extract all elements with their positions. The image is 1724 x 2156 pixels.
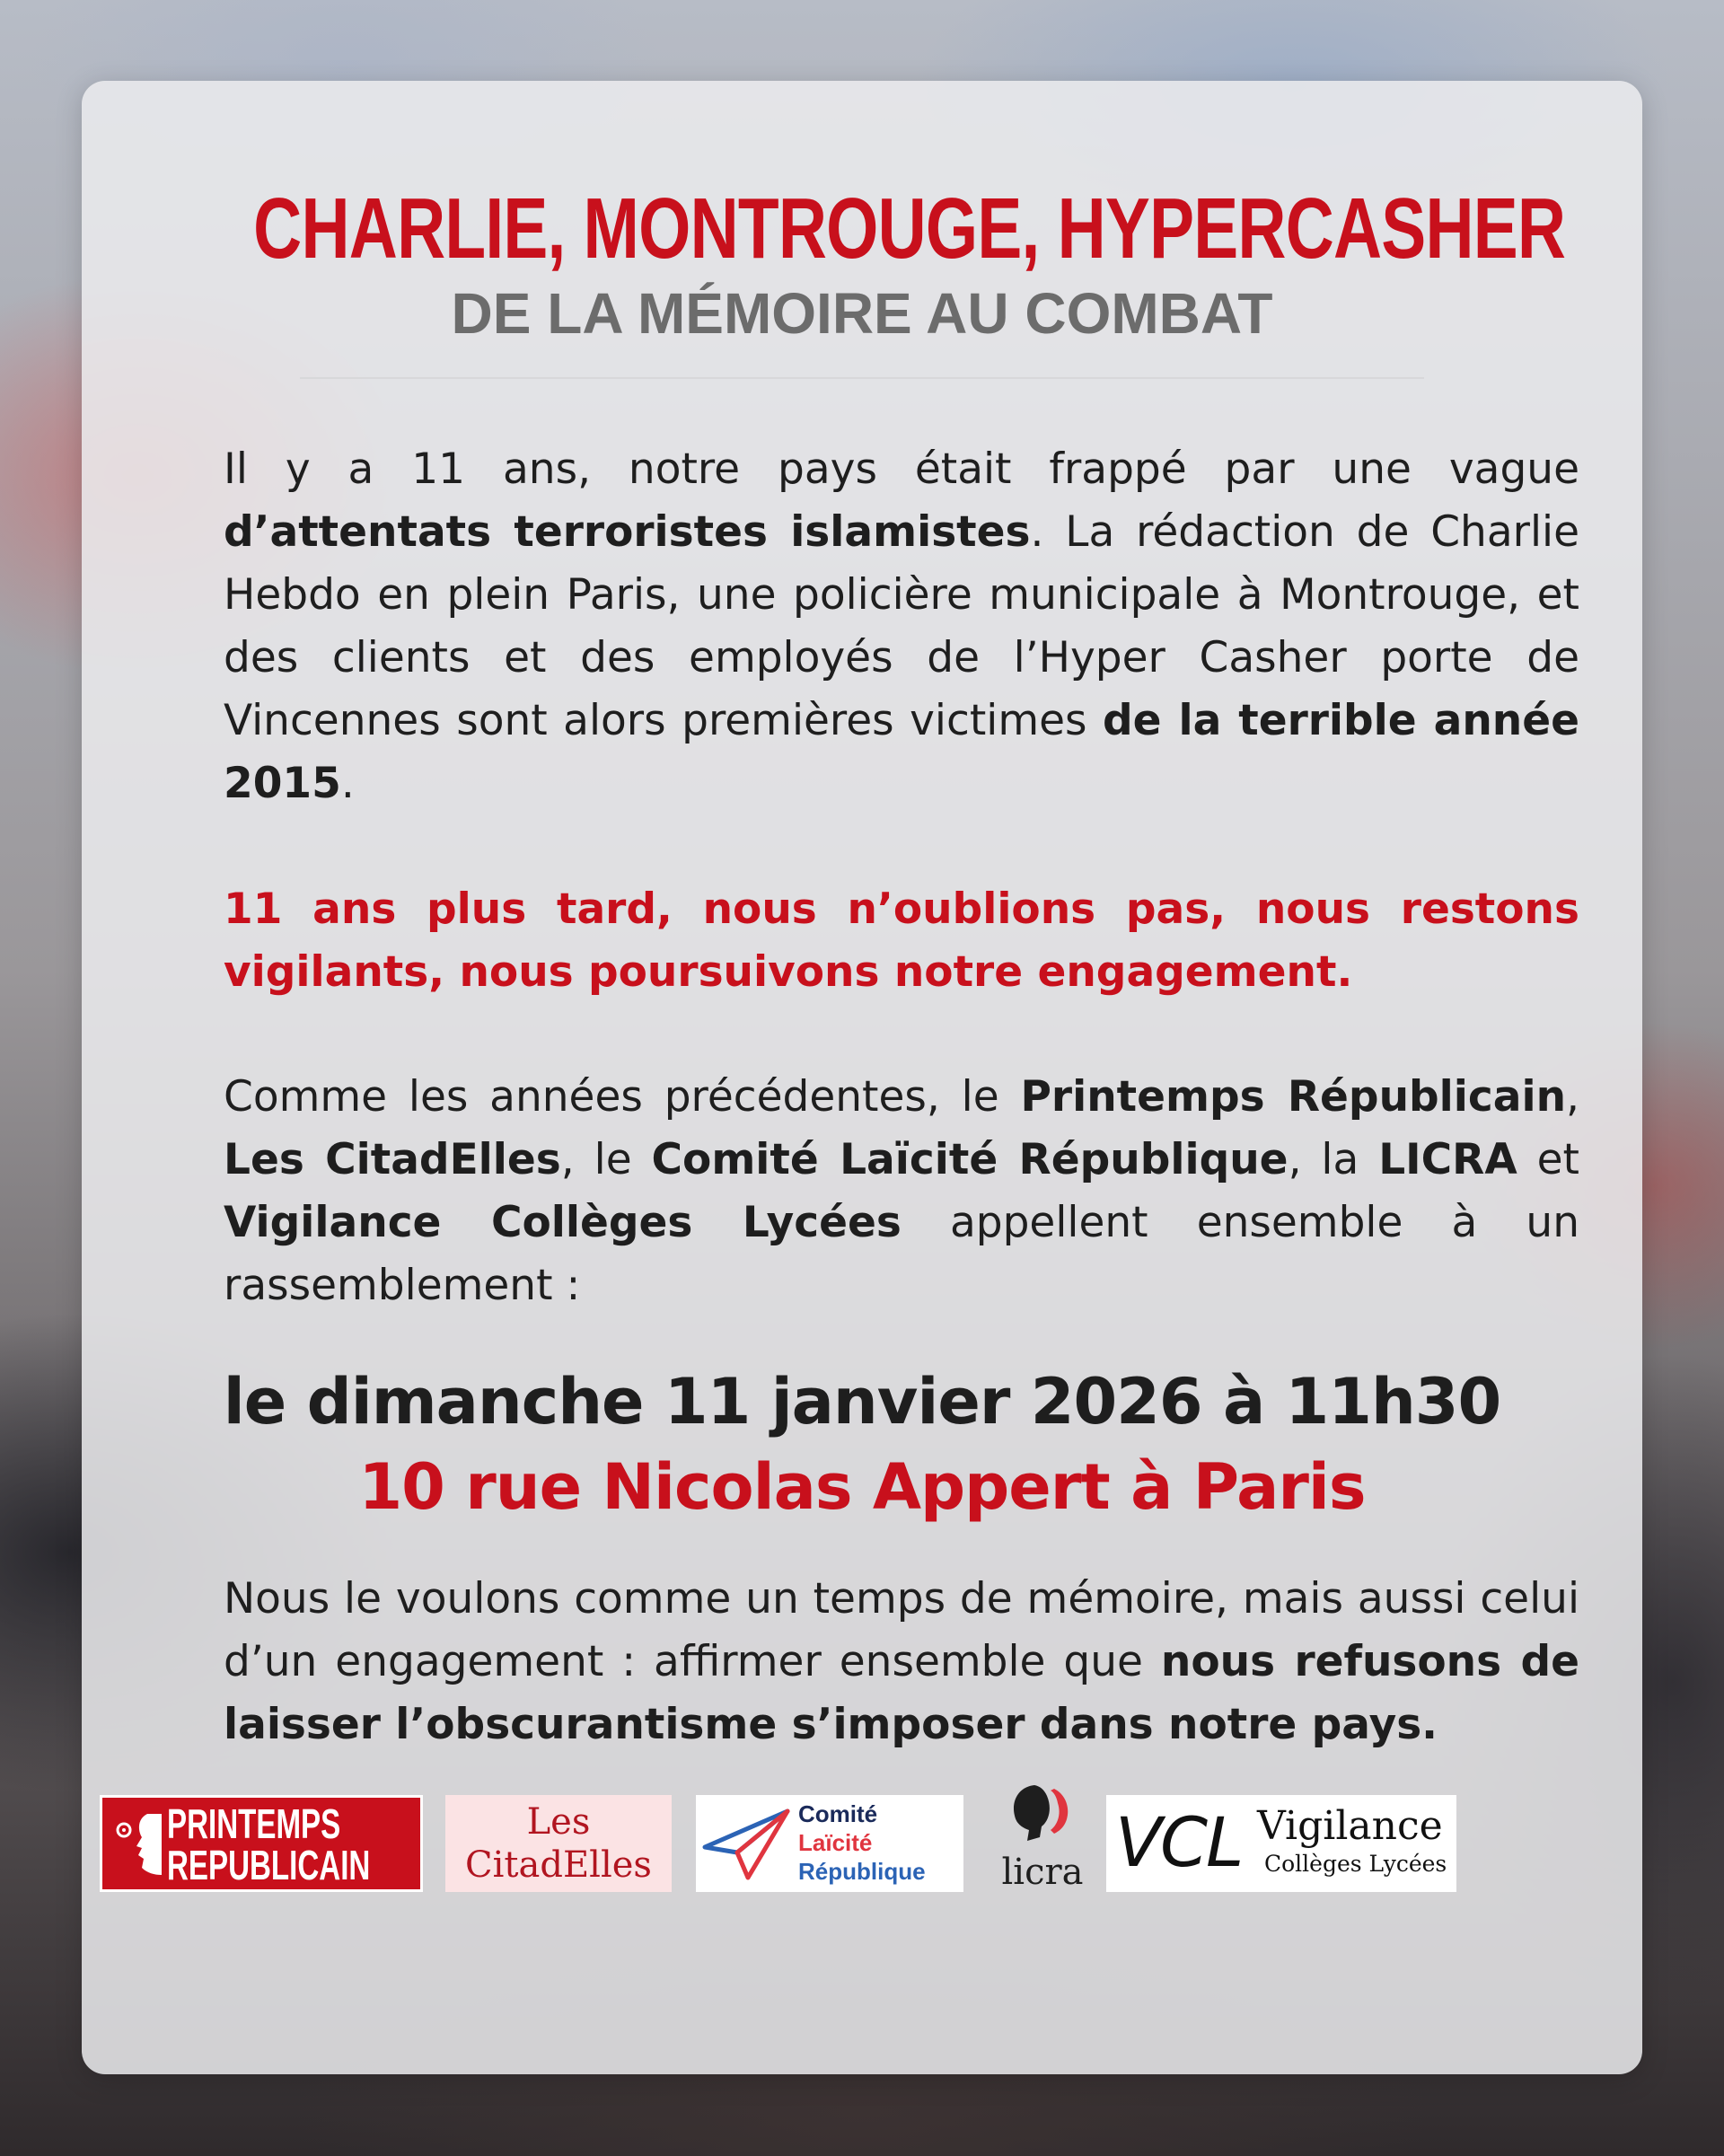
comite-line1: Comité (798, 1800, 878, 1827)
intro-text-2: . La rédaction de Charlie Hebdo en plein Paris, une policière municipale à Montrouge, et des clients et des employés de l’Hyper Casher porte de Vincennes sont alors premières victimes (224, 507, 1579, 745)
licra-word: licra (1001, 1852, 1084, 1893)
event-date: le dimanche 11 janvier 2026 à 11h30 (223, 1365, 1501, 1439)
poster-card (82, 81, 1642, 2074)
vcl-line1: Vigilance (1257, 1803, 1443, 1849)
vigilance-colleges-lycees-logo (1106, 1795, 1456, 1892)
poster-subtitle: DE LA MÉMOIRE AU COMBAT (451, 281, 1273, 346)
citadelles-line1: Les (526, 1801, 591, 1843)
event-address: 10 rue Nicolas Appert à Paris (358, 1450, 1366, 1524)
citadelles-line2: CitadElles (465, 1844, 652, 1886)
org-text-1: Comme les années précédentes, le (224, 1072, 1021, 1122)
printemps-line1: PRINTEMPS (167, 1800, 341, 1847)
org-comite: Comité Laïcité République (651, 1135, 1289, 1184)
citadelles-logo (445, 1795, 672, 1892)
comite-laicite-republique-logo (696, 1795, 963, 1892)
organizers-paragraph (224, 1066, 1579, 1317)
org-text-5: et (1517, 1135, 1579, 1184)
org-text-4: , la (1288, 1135, 1379, 1184)
paper-plane-icon (701, 1806, 791, 1881)
closing-paragraph (224, 1568, 1579, 1756)
commitment-paragraph: 11 ans plus tard, nous n’oublions pas, nous restons vigilants, nous poursuivons notre engagement. (224, 884, 1579, 997)
licra-profiles-icon (1007, 1782, 1079, 1852)
vcl-line2: Collèges Lycées (1264, 1851, 1447, 1877)
intro-text-1: Il y a 11 ans, notre pays était frappé par une vague (224, 444, 1579, 494)
org-text-6: appellent ensemble à un rassemblement : (224, 1198, 1579, 1310)
printemps-line2: REPUBLICAIN (167, 1842, 371, 1888)
org-licra: LICRA (1378, 1135, 1517, 1184)
org-text-2: , (1566, 1072, 1579, 1122)
closing-text: Nous le voulons comme un temps de mémoire, mais aussi celui d’un engagement : affirmer ensemble que (224, 1574, 1579, 1686)
poster-title: CHARLIE, MONTROUGE, HYPERCASHER (253, 180, 1566, 277)
licra-logo (993, 1782, 1092, 1898)
comite-line3: République (798, 1858, 926, 1885)
closing-bold: nous refusons de laisser l’obscurantisme s’imposer dans notre pays. (224, 1637, 1580, 1749)
intro-bold-1: d’attentats terroristes islamistes (224, 507, 1031, 557)
vcl-mark: VCL (1115, 1802, 1243, 1882)
intro-paragraph (224, 438, 1579, 815)
intro-bold-2: de la terrible année 2015 (224, 696, 1579, 808)
divider (300, 377, 1424, 379)
comite-line2: Laïcité (798, 1829, 873, 1856)
printemps-republicain-logo (100, 1795, 423, 1892)
org-text-3: , le (560, 1135, 652, 1184)
org-citadelles: Les CitadElles (224, 1135, 561, 1184)
intro-text-3: . (340, 759, 355, 808)
marianne-profile-icon (111, 1810, 162, 1882)
org-printemps: Printemps Républicain (1020, 1072, 1567, 1122)
org-vcl: Vigilance Collèges Lycées (224, 1198, 902, 1247)
